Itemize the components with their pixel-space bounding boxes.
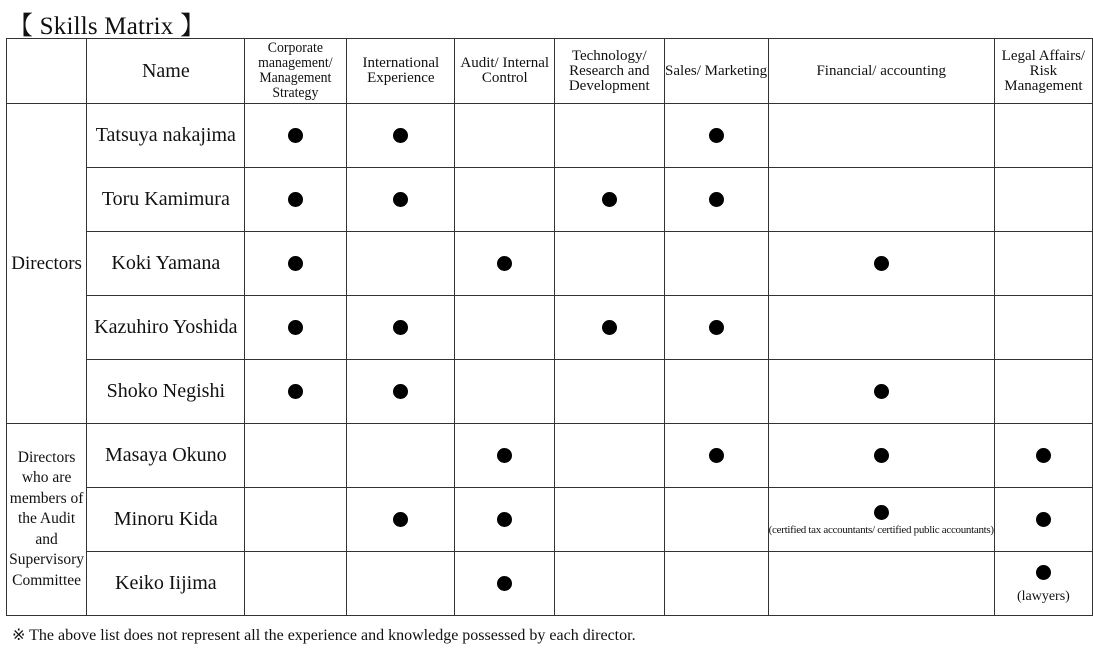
header-skill-international-experience: International Experience <box>347 39 455 104</box>
skill-cell <box>768 488 994 552</box>
skill-cell <box>994 104 1092 168</box>
skill-cell <box>347 424 455 488</box>
group-label-directors: Directors <box>7 104 87 424</box>
legal-qualification-note: (lawyers) <box>1016 588 1070 604</box>
skill-dot-icon <box>288 384 303 399</box>
director-name: Minoru Kida <box>87 488 245 552</box>
group-label-audit-committee: Directors who are members of the Audit and Supervisory Committee <box>7 424 87 616</box>
skill-cell <box>245 168 347 232</box>
skill-cell <box>245 488 347 552</box>
skill-cell <box>455 232 555 296</box>
header-name: Name <box>87 39 245 104</box>
skill-cell <box>768 552 994 616</box>
skill-dot-icon <box>709 448 724 463</box>
skill-cell <box>994 488 1092 552</box>
skill-cell <box>555 424 665 488</box>
skill-cell <box>664 296 768 360</box>
skill-cell <box>347 488 455 552</box>
skill-cell <box>455 360 555 424</box>
skill-dot-icon <box>709 128 724 143</box>
header-skill-legal-risk: Legal Affairs/ Risk Management <box>994 39 1092 104</box>
skill-dot-icon <box>709 320 724 335</box>
skill-dot-icon <box>288 192 303 207</box>
header-skill-audit-internal-control: Audit/ Internal Control <box>455 39 555 104</box>
director-name: Koki Yamana <box>87 232 245 296</box>
skill-dot-icon <box>874 384 889 399</box>
director-name: Kazuhiro Yoshida <box>87 296 245 360</box>
skill-cell <box>994 360 1092 424</box>
skill-cell <box>455 168 555 232</box>
skill-cell <box>555 296 665 360</box>
skill-cell <box>455 488 555 552</box>
skill-cell <box>347 296 455 360</box>
skill-dot-icon <box>393 512 408 527</box>
skill-cell <box>455 104 555 168</box>
table-row <box>7 424 1093 488</box>
skill-dot-icon <box>497 256 512 271</box>
skill-cell <box>994 232 1092 296</box>
skill-cell <box>994 424 1092 488</box>
skill-cell <box>768 104 994 168</box>
skill-dot-icon <box>1036 448 1051 463</box>
skill-dot-icon <box>497 512 512 527</box>
skill-cell <box>994 168 1092 232</box>
skill-dot-icon <box>497 576 512 591</box>
header-skill-financial-accounting: Financial/ accounting <box>768 39 994 104</box>
skill-cell <box>994 296 1092 360</box>
skill-cell <box>245 360 347 424</box>
skill-dot-icon <box>1036 565 1051 580</box>
skill-cell <box>347 104 455 168</box>
skill-cell <box>768 296 994 360</box>
skill-cell <box>664 488 768 552</box>
skill-cell <box>245 232 347 296</box>
skill-cell <box>664 552 768 616</box>
director-name: Toru Kamimura <box>87 168 245 232</box>
table-row <box>7 360 1093 424</box>
skill-cell <box>245 424 347 488</box>
skill-cell <box>555 552 665 616</box>
skill-dot-icon <box>602 320 617 335</box>
skill-cell <box>347 360 455 424</box>
skill-cell <box>347 232 455 296</box>
skills-matrix-table <box>6 38 1093 616</box>
skill-dot-icon <box>393 384 408 399</box>
skill-cell <box>664 424 768 488</box>
table-row <box>7 552 1093 616</box>
skill-dot-icon <box>288 256 303 271</box>
skill-dot-icon <box>393 320 408 335</box>
skill-cell <box>555 360 665 424</box>
skill-cell <box>664 360 768 424</box>
director-name: Keiko Iijima <box>87 552 245 616</box>
skill-cell <box>455 552 555 616</box>
table-row <box>7 296 1093 360</box>
skill-cell <box>455 296 555 360</box>
header-row <box>7 39 1093 104</box>
skill-dot-icon <box>288 320 303 335</box>
skill-cell <box>245 104 347 168</box>
skill-dot-icon <box>288 128 303 143</box>
skill-dot-icon <box>874 505 889 520</box>
header-skill-sales-marketing: Sales/ Marketing <box>664 39 768 104</box>
financial-qualification-note: (certified tax accountants/ certified public accountants) <box>768 524 994 536</box>
skill-cell <box>347 168 455 232</box>
skill-cell <box>664 104 768 168</box>
skill-cell <box>555 104 665 168</box>
skill-cell <box>664 232 768 296</box>
skill-cell <box>994 552 1092 616</box>
skill-cell <box>555 168 665 232</box>
skill-dot-icon <box>393 128 408 143</box>
skill-cell <box>555 232 665 296</box>
footnote: ※ The above list does not represent all the experience and knowledge possessed by each director. <box>12 627 636 644</box>
skill-dot-icon <box>393 192 408 207</box>
skill-dot-icon <box>709 192 724 207</box>
skill-cell <box>555 488 665 552</box>
skill-cell <box>768 424 994 488</box>
header-group-blank <box>7 39 87 104</box>
skill-dot-icon <box>1036 512 1051 527</box>
director-name: Shoko Negishi <box>87 360 245 424</box>
skill-cell <box>245 552 347 616</box>
page-title: 【 Skills Matrix 】 <box>8 13 206 40</box>
skill-cell <box>347 552 455 616</box>
table-row <box>7 168 1093 232</box>
header-skill-technology-rd: Technology/ Research and Development <box>555 39 665 104</box>
skill-dot-icon <box>874 256 889 271</box>
skill-cell <box>768 168 994 232</box>
skill-dot-icon <box>602 192 617 207</box>
header-skill-corporate-management: Corporate management/ Management Strategy <box>245 39 347 104</box>
skill-cell <box>455 424 555 488</box>
table-row <box>7 232 1093 296</box>
skill-cell <box>664 168 768 232</box>
skill-dot-icon <box>874 448 889 463</box>
skill-dot-icon <box>497 448 512 463</box>
table-row <box>7 488 1093 552</box>
director-name: Tatsuya nakajima <box>87 104 245 168</box>
skill-cell <box>245 296 347 360</box>
director-name: Masaya Okuno <box>87 424 245 488</box>
table-row <box>7 104 1093 168</box>
skill-cell <box>768 232 994 296</box>
skill-cell <box>768 360 994 424</box>
